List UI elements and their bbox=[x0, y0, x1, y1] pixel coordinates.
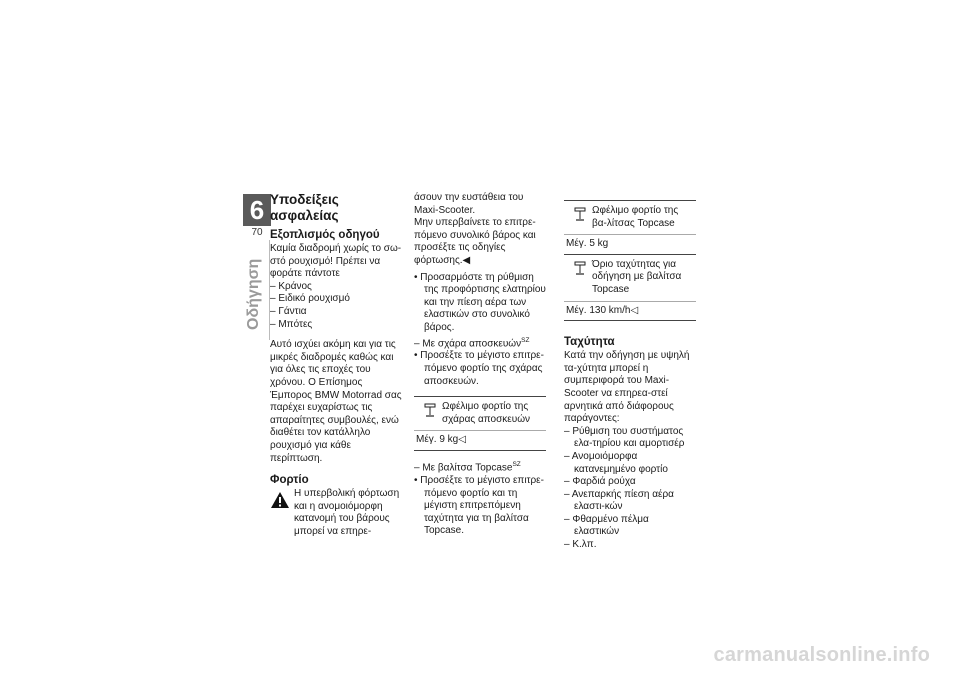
equip-text: Καμία διαδρομή χωρίς το σω-στό ρουχισμό! Πρέπει να φοράτε πάντοτε bbox=[270, 243, 402, 280]
list-item: – Μπότες bbox=[270, 319, 402, 332]
bullet-text: Προσέξτε το μέγιστο επιτρε-πόμενο φορτίο και τη μέγιστη επιτρεπόμενη ταχύτητα για τη βαλίτσα Topcase. bbox=[420, 474, 544, 537]
bullet-text: Προσαρμόστε τη ρύθμιση της προφόρτισης ελατηρίου και την πίεση αέρα των ελαστικών στο συνολικό βάρος. bbox=[420, 271, 546, 333]
table-label: Ωφέλιμο φορτίο της σχάρας αποσκευών bbox=[442, 401, 531, 425]
load-instructions bbox=[414, 272, 546, 389]
dash-text: Με σχάρα αποσκευών bbox=[422, 337, 522, 349]
speed-factors-list bbox=[564, 426, 696, 552]
load-heading: Φορτίο bbox=[270, 474, 309, 487]
list-item: • Προσαρμόστε τη ρύθμιση της προφόρτισης ελατηρίου και την πίεση αέρα των ελαστικών στο συνολικό βάρος. bbox=[414, 271, 546, 333]
table-label: Όριο ταχύτητας για οδήγηση με βαλίτσα Topcase bbox=[592, 258, 682, 295]
list-item: – Κ.λπ. bbox=[564, 539, 696, 552]
list-item: – Φθαρμένο πέλμα ελαστικών bbox=[564, 514, 696, 539]
column-2 bbox=[414, 192, 546, 538]
list-item: – Ρύθμιση του συστήματος ελα-τηρίου και αμορτισέρ bbox=[564, 426, 696, 451]
topcase-instructions bbox=[414, 459, 546, 538]
column-3 bbox=[564, 192, 696, 552]
dash-text: Με βαλίτσα Topcase bbox=[422, 462, 513, 474]
speed-text: Κατά την οδήγηση με υψηλή τα-χύτητα μπορεί η συμπεριφορά του Maxi-Scooter να επηρεα-στεί αρνητικά από διάφορους παράγοντες: bbox=[564, 350, 690, 425]
list-item: – Φαρδιά ρούχα bbox=[564, 476, 696, 489]
column-1 bbox=[270, 192, 402, 538]
table-value: Μέγ. 5 kg bbox=[566, 238, 609, 250]
page-number: 70 bbox=[251, 227, 263, 238]
topcase-speed-table bbox=[564, 254, 696, 321]
table-value: Μέγ. 130 km/h◁ bbox=[566, 304, 639, 316]
topcase-load-table bbox=[564, 200, 696, 255]
list-item: – Ειδικό ρουχισμό bbox=[270, 293, 402, 306]
section-title: Υποδείξεις ασφαλείας bbox=[270, 192, 339, 223]
chapter-side-title: Οδήγηση bbox=[245, 258, 262, 330]
load-text: Μην υπερβαίνετε το επιτρε-πόμενο συνολικό βάρος και προσέξτε τις οδηγίες φόρτωσης.◀ bbox=[414, 217, 536, 266]
speed-heading: Ταχύτητα bbox=[564, 336, 615, 349]
chapter-number: 6 bbox=[243, 194, 271, 226]
load-warning bbox=[270, 488, 402, 538]
equip-list bbox=[270, 281, 402, 331]
luggage-rack-icon bbox=[424, 402, 436, 418]
list-item: – Με σχάρα αποσκευών$^{SZ}$ bbox=[414, 336, 530, 349]
list-item: – Με βαλίτσα Topcase$^{SZ}$ bbox=[414, 461, 521, 474]
equip-note: Αυτό ισχύει ακόμη και για τις μικρές διαδρομές καθώς και για όλες τις εποχές του χρόνου. Ο Επίσημος Έμπορος BMW Motorrad σας παρέχει ευχαρίστως τις απαραίτητες συμβουλές, ενώ διαθέτει τον κατάλληλο ρουχισμό για κάθε περίπτωση. bbox=[270, 339, 402, 464]
list-item: – Κράνος bbox=[270, 281, 402, 294]
load-warning-text: Η υπερβολική φόρτωση και η ανομοιόμορφη κατανομή του βάρους μπορεί να επηρε- bbox=[294, 488, 400, 537]
list-item: – Γάντια bbox=[270, 306, 402, 319]
list-item: • Προσέξτε το μέγιστο επιτρε-πόμενο φορτίο και τη μέγιστη επιτρεπόμενη ταχύτητα για τη βαλίτσα Topcase. bbox=[414, 474, 544, 537]
rack-load-table bbox=[414, 396, 546, 451]
warning-continuation: άσουν την ευστάθεια του Maxi-Scooter. bbox=[414, 192, 524, 216]
warning-icon bbox=[270, 491, 290, 509]
table-label: Ωφέλιμο φορτίο της βα-λίτσας Topcase bbox=[592, 205, 679, 229]
list-item: – Ανομοιόμορφα κατανεμημένο φορτίο bbox=[564, 451, 696, 476]
equip-heading: Εξοπλισμός οδηγού bbox=[270, 229, 380, 241]
bullet-text: Προσέξτε το μέγιστο επιτρε-πόμενο φορτίο της σχάρας αποσκευών. bbox=[420, 350, 544, 387]
sz-superscript: SZ bbox=[512, 461, 521, 469]
list-item: – Ανεπαρκής πίεση αέρα ελαστι-κών bbox=[564, 489, 696, 514]
sz-superscript: SZ bbox=[521, 336, 530, 344]
topcase-icon bbox=[574, 206, 586, 222]
topcase-icon bbox=[574, 260, 586, 276]
list-item: • Προσέξτε το μέγιστο επιτρε-πόμενο φορτίο της σχάρας αποσκευών. bbox=[414, 350, 544, 387]
table-value: Μέγ. 9 kg◁ bbox=[416, 434, 466, 446]
watermark: carmanualsonline.info bbox=[713, 644, 930, 666]
